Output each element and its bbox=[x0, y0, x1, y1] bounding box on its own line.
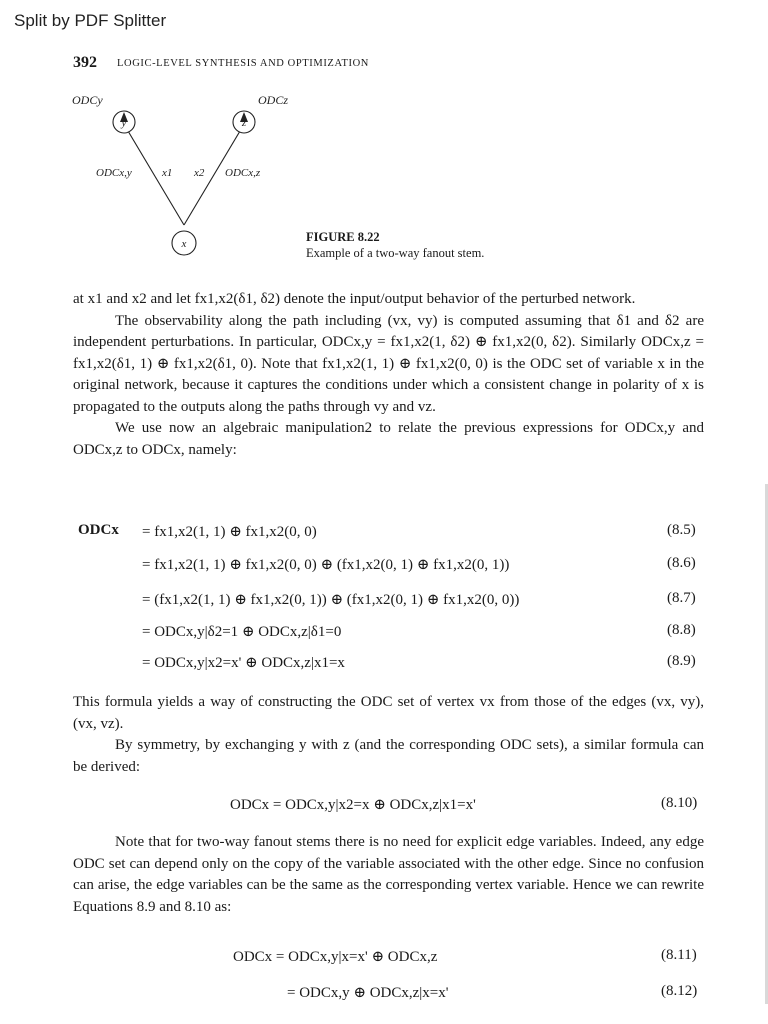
eq-8-9-rhs: = ODCx,y|x2=x' ⊕ ODCx,z|x1=x bbox=[142, 655, 345, 671]
paragraph-4: This formula yields a way of constructing the ODC set of vertex vx from those of the edges (vx, vy), (vx, vz). bbox=[73, 694, 704, 732]
paragraph-2: The observability along the path including (vx, vy) is computed assuming that δ1 and δ2 are independent perturbations. In particular, ODCx,y = fx1,x2(1, δ2) ⊕ fx1,x2(0, δ2). Similarly ODCx,z = fx1,x2(δ1, 1) ⊕ fx1,x2(δ1, 0). Note that fx1,x2(1, 1) ⊕ fx1,x2(0, 0) is the ODC set of variable x in the original network, because it captures the conditions under which a consistent change in polarity of x is propagated to the outputs along the paths through vy and vz. bbox=[73, 312, 704, 415]
odc-z-label: ODCz bbox=[258, 93, 289, 107]
eq-8-12-number: (8.12) bbox=[661, 983, 698, 999]
paragraph-6: Note that for two-way fanout stems there is no need for explicit edge variables. Indeed, any edge ODC set can depend only on the copy of the variable associated with the other edge. Since no confusion can arise, the edge variables can be the same as the corresponding vertex variable. Hence we can rewrite Equations 8.9 and 8.10 as: bbox=[73, 834, 704, 915]
node-y-label: y bbox=[121, 117, 127, 129]
edge-odc-right-label: ODCx,z bbox=[225, 167, 261, 179]
edge-odc-left-label: ODCx,y bbox=[96, 167, 132, 179]
body-text-lower bbox=[73, 832, 704, 918]
paragraph-3: We use now an algebraic manipulation2 to relate the previous expressions for ODCx,y and ODCx,z to ODCx, namely: bbox=[73, 420, 704, 458]
edge-var-left-label: x1 bbox=[162, 167, 173, 179]
eq-8-6-rhs: = fx1,x2(1, 1) ⊕ fx1,x2(0, 0) ⊕ (fx1,x2(0, 1) ⊕ fx1,x2(0, 1)) bbox=[142, 557, 510, 573]
eq-8-7-rhs: = (fx1,x2(1, 1) ⊕ fx1,x2(0, 1)) ⊕ (fx1,x2(0, 1) ⊕ fx1,x2(0, 0)) bbox=[142, 592, 520, 608]
eq-8-5-number: (8.5) bbox=[667, 522, 696, 538]
body-text-upper bbox=[73, 289, 704, 461]
body-text-middle bbox=[73, 692, 704, 778]
node-z-label: z bbox=[241, 117, 247, 129]
edge-var-right-label: x2 bbox=[194, 167, 205, 179]
eq-8-10-number: (8.10) bbox=[661, 795, 698, 811]
figure-label: FIGURE 8.22 bbox=[306, 230, 380, 244]
eq-8-7-number: (8.7) bbox=[667, 590, 696, 606]
odc-y-label: ODCy bbox=[72, 93, 103, 107]
paragraph-1: at x1 and x2 and let fx1,x2(δ1, δ2) denote the input/output behavior of the perturbed network. bbox=[73, 291, 636, 307]
eq-8-11-number: (8.11) bbox=[661, 947, 697, 963]
eq-8-5-lhs: ODCx bbox=[78, 522, 119, 538]
eq-8-12: = ODCx,y ⊕ ODCx,z|x=x' bbox=[287, 985, 449, 1001]
paragraph-5: By symmetry, by exchanging y with z (and the corresponding ODC sets), a similar formula can be derived: bbox=[73, 737, 704, 775]
figure-caption: Example of a two-way fanout stem. bbox=[306, 246, 485, 260]
eq-8-10: ODCx = ODCx,y|x2=x ⊕ ODCx,z|x1=x' bbox=[230, 797, 476, 813]
eq-8-5-rhs: = fx1,x2(1, 1) ⊕ fx1,x2(0, 0) bbox=[142, 524, 317, 540]
fanout-stem-diagram bbox=[60, 82, 300, 262]
eq-8-8-rhs: = ODCx,y|δ2=1 ⊕ ODCx,z|δ1=0 bbox=[142, 624, 342, 640]
node-x-label: x bbox=[181, 238, 187, 250]
edge-x-to-y bbox=[125, 126, 184, 225]
eq-8-6-number: (8.6) bbox=[667, 555, 696, 571]
running-title: LOGIC-LEVEL SYNTHESIS AND OPTIMIZATION bbox=[117, 58, 369, 69]
page-number: 392 bbox=[73, 54, 97, 71]
eq-8-8-number: (8.8) bbox=[667, 622, 696, 638]
pdf-splitter-watermark: Split by PDF Splitter bbox=[14, 11, 167, 30]
eq-8-9-number: (8.9) bbox=[667, 653, 696, 669]
eq-8-11: ODCx = ODCx,y|x=x' ⊕ ODCx,z bbox=[233, 949, 438, 965]
